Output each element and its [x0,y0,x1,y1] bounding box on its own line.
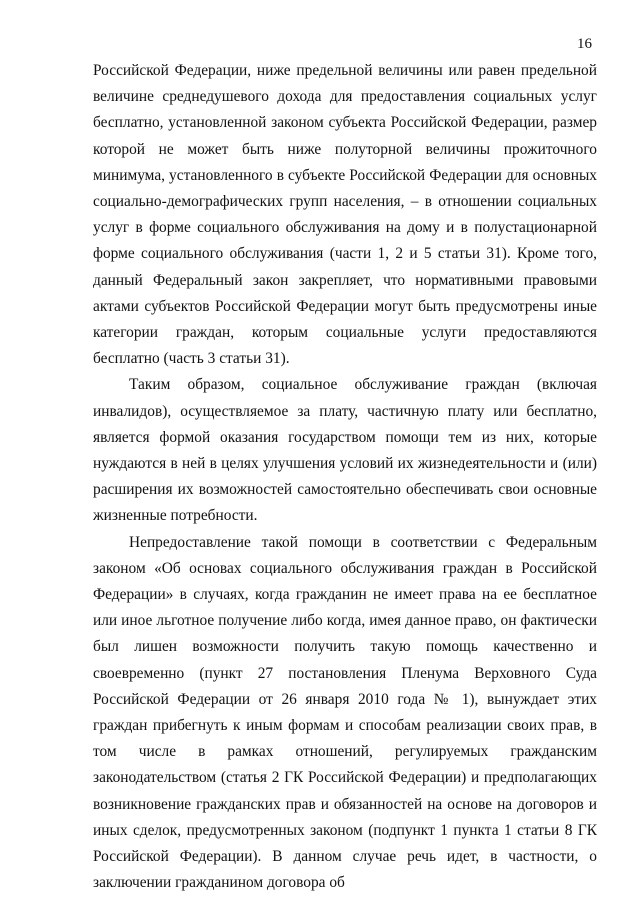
page-number: 16 [577,36,592,52]
paragraph-non-provision-of-help: Непредоставление такой помощи в соответствии с Федеральным законом «Об основах социального обслуживания граждан в Российской Федерации» в случаях, когда гражданин не имеет права на ее бесплатное или иное льготное получение либо когда, имея данное право, он фактически был лишен возможности получить такую помощь качественно и своевременно (пункт 27 постановления Пленума Верховного Суда Российской Федерации от 26 января 2010 года № 1), вынуждает этих граждан прибегнуть к иным формам и способам реализации своих прав, в том числе в рамках отношений, регулируемых гражданским законодательством (статья 2 ГК Российской Федерации) и предполагающих возникновение гражданских прав и обязанностей на основе на договоров и иных сделок, предусмотренных законом (подпункт 1 пункта 1 статьи 8 ГК Российской Федерации). В данном случае речь идет, в частности, о заключении гражданином договора об [93,533,597,892]
paragraph-continuation: Российской Федерации, ниже предельной величины или равен предельной величине среднедушевого дохода для предоставления социальных услуг бесплатно, установленной законом субъекта Российской Федерации, размер которой не может быть ниже полуторной величины прожиточного минимума, установленного в субъекте Российской Федерации для основных социально-демографических групп населения, – в отношении социальных услуг в форме социального обслуживания на дому и в полустационарной форме социального обслуживания (части 1, 2 и 5 статьи 31). Кроме того, данный Федеральный закон закрепляет, что нормативными правовыми актами субъектов Российской Федерации могут быть предусмотрены иные категории граждан, которым социальные услуги предоставляются бесплатно (часть 3 статьи 31). [93,62,597,368]
paragraph-social-service-summary: Таким образом, социальное обслуживание граждан (включая инвалидов), осуществляемое за плату, частичную плату или бесплатно, является формой оказания государством помощи тем из них, которые нуждаются в ней в целях улучшения условий их жизнедеятельности и (или) расширения их возможностей самостоятельно обеспечивать свои основные жизненные потребности. [93,376,597,525]
document-body [93,58,597,897]
